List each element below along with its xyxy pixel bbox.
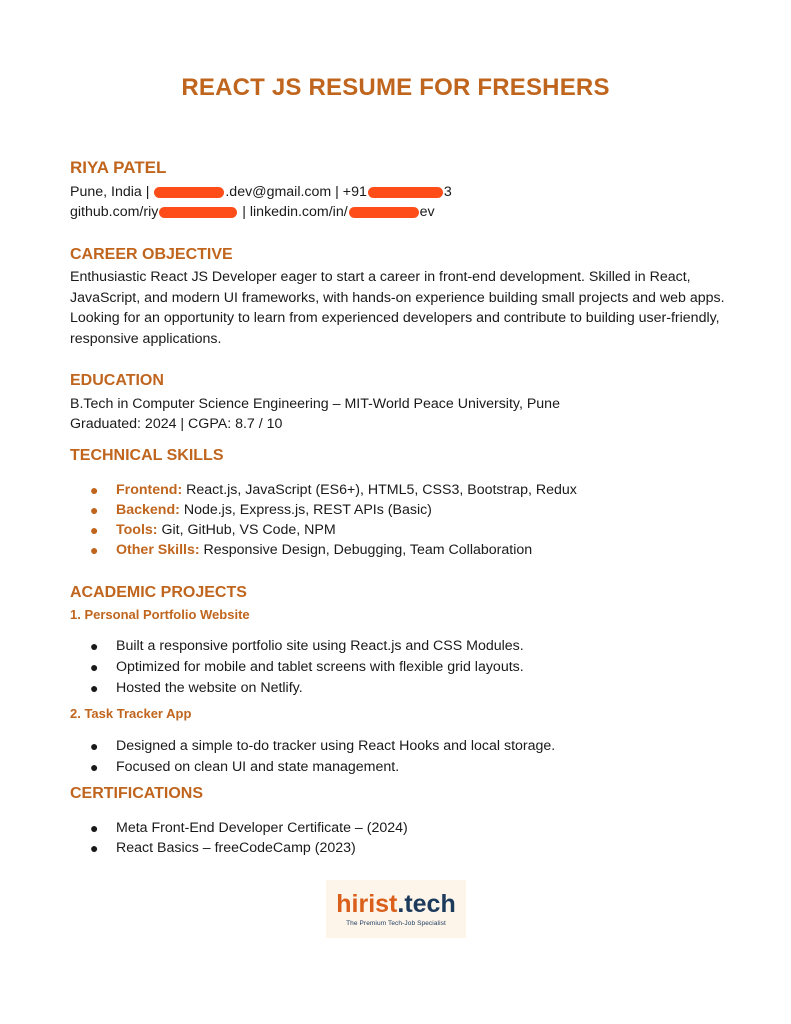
list-item [90,500,577,520]
project-bullets [90,736,555,777]
list-item-text: Designed a simple to-do tracker using React Hooks and local storage. [116,738,556,754]
contact-github: github.com/riy [70,204,159,220]
list-item [90,818,408,838]
list-item [90,838,408,858]
redaction-mark [159,207,237,218]
redaction-mark [154,187,224,198]
list-item-text: React Basics – freeCodeCamp (2023) [116,840,356,856]
list-item [90,520,577,540]
bullet-icon: ● [90,542,99,558]
bullet-icon: ● [90,522,99,538]
list-item [90,757,555,777]
bullet-icon: ● [90,482,99,498]
project-title: 1. Personal Portfolio Website [70,607,250,622]
certifications-heading: CERTIFICATIONS [70,785,204,802]
bullet-icon: ● [90,680,99,696]
education-degree: B.Tech in Computer Science Engineering – MIT-World Peace University, Pune [70,396,560,412]
skill-value: Responsive Design, Debugging, Team Collaboration [199,542,533,558]
contact-email-phone: .dev@gmail.com | +91 [225,184,367,200]
skill-label: Backend: [116,502,180,518]
redaction-mark [368,187,443,198]
list-item [90,636,524,656]
bullet-icon: ● [90,840,99,856]
list-item [90,480,577,500]
bullet-icon: ● [90,759,99,775]
contact-phone-end: 3 [443,184,452,200]
education-details: Graduated: 2024 | CGPA: 8.7 / 10 [70,416,283,432]
logo-brand-part1: hirist [336,890,398,918]
skill-label: Tools: [116,522,158,538]
project-title: 2. Task Tracker App [70,706,192,721]
list-item [90,657,524,677]
list-item-text: Focused on clean UI and state management. [116,759,400,775]
logo-tagline: The Premium Tech-Job Specialist [346,920,446,927]
academic-projects-heading: ACADEMIC PROJECTS [70,584,247,601]
technical-skills-heading: TECHNICAL SKILLS [70,447,224,464]
list-item [90,540,577,560]
bullet-icon: ● [90,638,99,654]
list-item-text: Built a responsive portfolio site using React.js and CSS Modules. [116,638,524,654]
contact-line-1 [70,182,452,202]
candidate-name: RIYA PATEL [70,158,167,177]
bullet-icon: ● [90,502,99,518]
logo-wordmark [326,890,466,918]
list-item-text: Hosted the website on Netlify. [116,680,303,696]
skill-value: React.js, JavaScript (ES6+), HTML5, CSS3, Bootstrap, Redux [182,482,577,498]
career-objective-heading: CAREER OBJECTIVE [70,246,233,263]
hirist-tech-logo [326,880,466,938]
skills-list [90,480,577,560]
certifications-list [90,818,408,858]
list-item-text: Meta Front-End Developer Certificate – (2024) [116,820,408,836]
list-item [90,736,555,756]
skill-label: Frontend: [116,482,183,498]
skill-value: Git, GitHub, VS Code, NPM [157,522,336,538]
document-title: REACT JS RESUME FOR FRESHERS [181,74,610,101]
skill-value: Node.js, Express.js, REST APIs (Basic) [179,502,432,518]
list-item [90,678,524,698]
list-item-text: Optimized for mobile and tablet screens with flexible grid layouts. [116,659,524,675]
contact-location: Pune, India | [70,184,154,200]
project-bullets [90,636,524,698]
contact-linkedin: | linkedin.com/in/ [238,204,348,220]
logo-brand-part2: .tech [397,890,456,918]
contact-linkedin-end: ev [419,204,435,220]
redaction-mark [349,207,419,218]
contact-line-2 [70,202,435,222]
skill-label: Other Skills: [116,542,200,558]
bullet-icon: ● [90,820,99,836]
bullet-icon: ● [90,659,99,675]
bullet-icon: ● [90,738,99,754]
education-heading: EDUCATION [70,372,164,389]
career-objective-text: Enthusiastic React JS Developer eager to start a career in front-end development. Skilled in React, JavaScript, and modern UI frameworks, with hands-on experience building small projects and web apps. Looking for an opportunity to learn from experienced developers and contribute to building user-friendly, responsive applications. [70,269,725,347]
